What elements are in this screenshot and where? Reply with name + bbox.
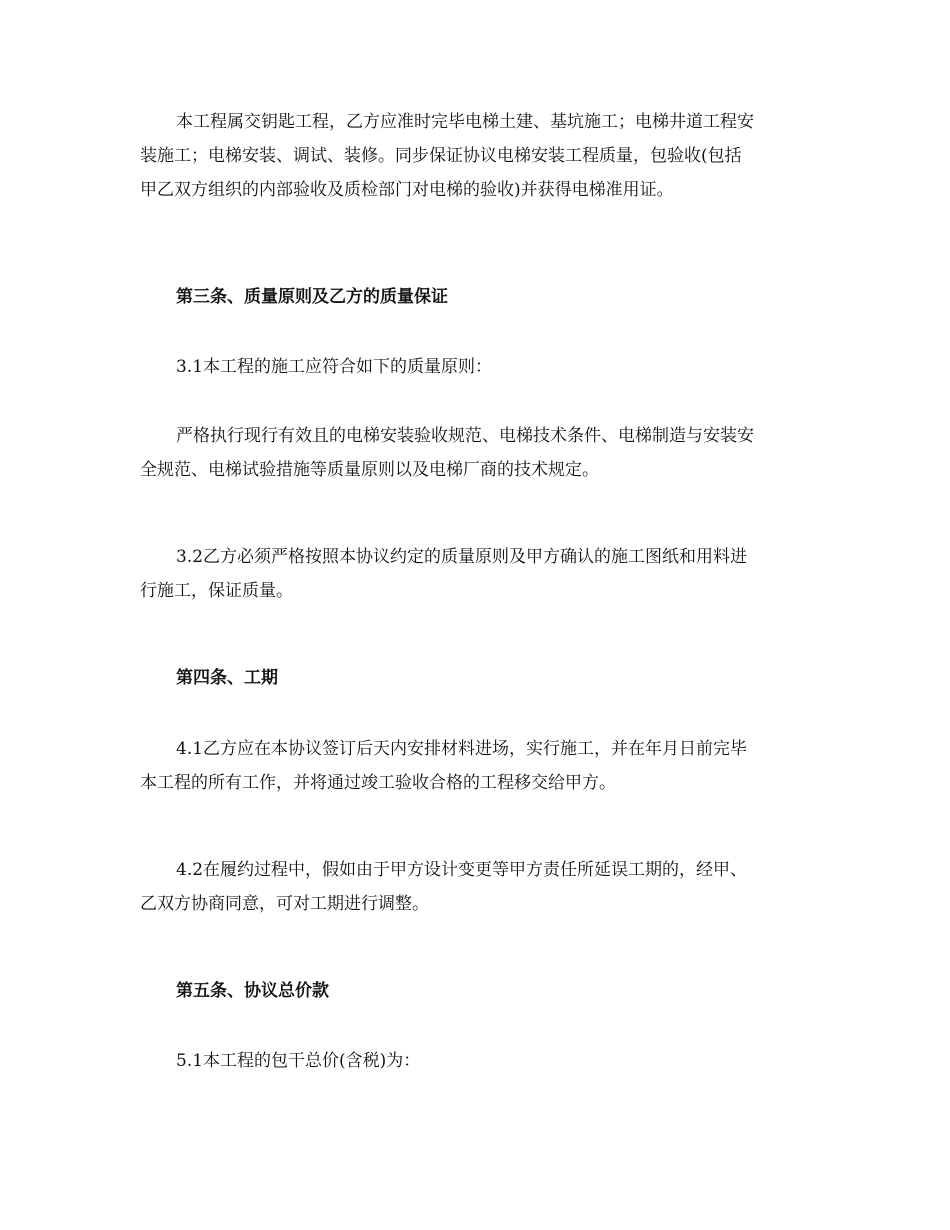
text-line: 3.2乙方必须严格按照本协议约定的质量原则及甲方确认的施工图纸和用料进 — [176, 547, 748, 567]
paragraph-3-2 — [140, 540, 820, 608]
text-line: 本工程的所有工作，并将通过竣工验收合格的工程移交给甲方。 — [140, 773, 616, 793]
text-line: 行施工，保证质量。 — [140, 581, 293, 601]
text-line: 5.1本工程的包干总价(含税)为： — [176, 1051, 421, 1071]
heading-article-5: 第五条、协议总价款 — [176, 981, 329, 1001]
text-line: 乙双方协商同意，可对工期进行调整。 — [140, 894, 429, 914]
paragraph-4-2 — [140, 853, 820, 921]
text-line: 本工程属交钥匙工程，乙方应准时完毕电梯土建、基坑施工；电梯井道工程安 — [176, 112, 754, 132]
text-line: 4.2在履约过程中，假如由于甲方设计变更等甲方责任所延误工期的，经甲、 — [176, 860, 748, 880]
heading-article-3: 第三条、质量原则及乙方的质量保证 — [176, 287, 448, 307]
text-line: 甲乙双方组织的内部验收及质检部门对电梯的验收)并获得电梯准用证。 — [140, 180, 674, 200]
paragraph-5-1 — [140, 1044, 820, 1078]
paragraph-quality-standards — [140, 419, 820, 487]
text-line: 3.1本工程的施工应符合如下的质量原则： — [176, 357, 493, 377]
paragraph-3-1 — [140, 350, 820, 384]
text-line: 严格执行现行有效且的电梯安装验收规范、电梯技术条件、电梯制造与安装安 — [176, 426, 754, 446]
heading-article-4: 第四条、工期 — [176, 668, 278, 688]
paragraph-turnkey-project — [140, 105, 820, 207]
text-line: 全规范、电梯试验措施等质量原则以及电梯厂商的技术规定。 — [140, 460, 599, 480]
paragraph-4-1 — [140, 732, 820, 800]
text-line: 装施工；电梯安装、调试、装修。同步保证协议电梯安装工程质量，包验收(包括 — [140, 146, 742, 166]
text-line: 4.1乙方应在本协议签订后天内安排材料进场，实行施工，并在年月日前完毕 — [176, 739, 748, 759]
